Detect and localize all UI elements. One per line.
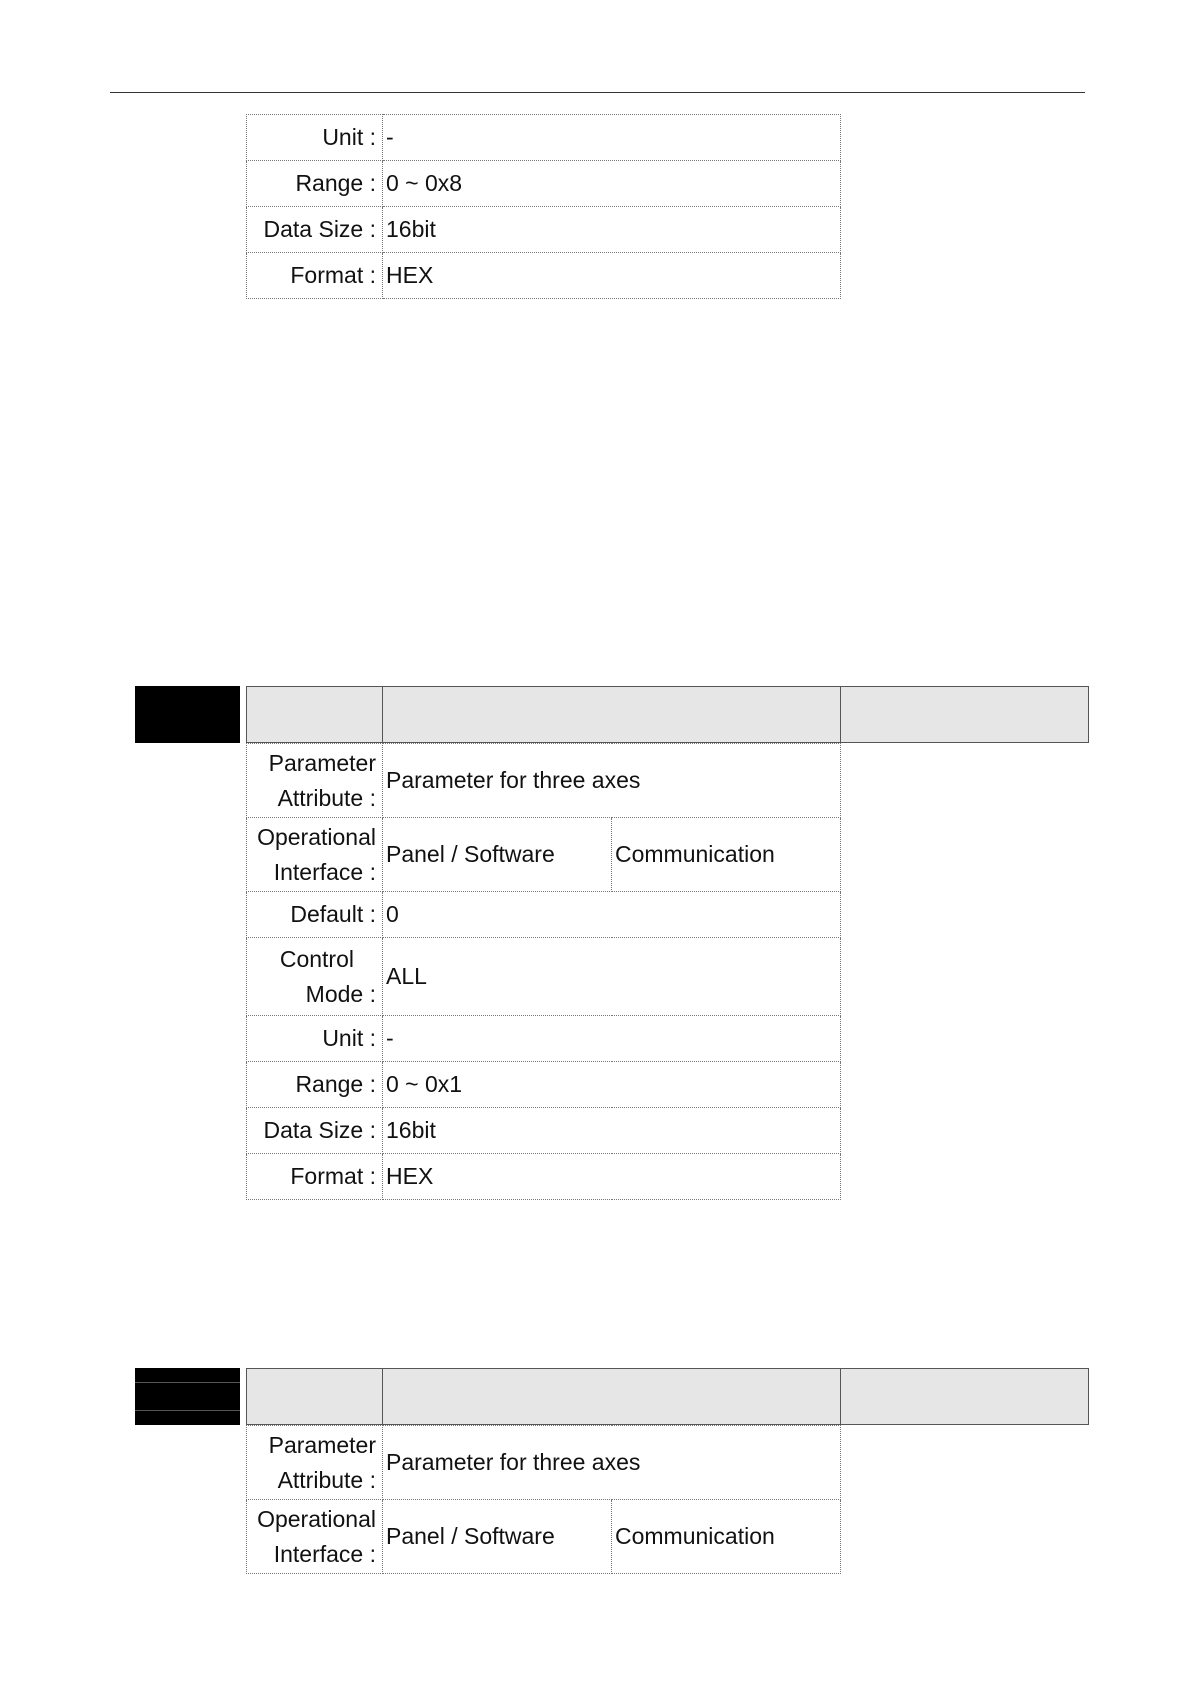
unit-label: Unit : [247, 115, 383, 161]
header-cell-1 [246, 686, 383, 743]
param-attribute-value: Parameter for three axes [383, 1426, 841, 1500]
format-row [247, 253, 841, 299]
control-mode-label [247, 938, 383, 1016]
range-row [247, 161, 841, 207]
unit-row [247, 1016, 841, 1062]
header-cell-3 [840, 1368, 1089, 1425]
control-mode-label-line1: Control [279, 945, 354, 972]
param-table-3 [246, 1425, 841, 1574]
param-attribute-row [247, 1426, 841, 1500]
param-table-1 [246, 114, 841, 299]
param-attribute-value: Parameter for three axes [383, 744, 841, 818]
param-attribute-label-line2: Attribute : [277, 1466, 376, 1493]
format-label: Format : [247, 1154, 383, 1200]
unit-value: - [383, 1016, 841, 1062]
code-box-stripe [135, 1382, 240, 1383]
default-row [247, 892, 841, 938]
interface-communication: Communication [612, 818, 841, 892]
range-row [247, 1062, 841, 1108]
default-value: 0 [383, 892, 841, 938]
operational-interface-label-line1: Operational [257, 1505, 376, 1532]
range-value: 0 ~ 0x1 [383, 1062, 841, 1108]
range-label: Range : [247, 1062, 383, 1108]
control-mode-value: ALL [383, 938, 841, 1016]
param-code-box [135, 1368, 240, 1425]
param-attribute-label-line1: Parameter [268, 749, 376, 776]
operational-interface-label [247, 1500, 383, 1574]
default-label: Default : [247, 892, 383, 938]
range-label: Range : [247, 161, 383, 207]
operational-interface-label-line2: Interface : [273, 858, 376, 885]
header-rule [110, 92, 1085, 93]
param-table-2 [246, 743, 841, 1200]
code-box-stripe [135, 1410, 240, 1411]
header-cell-2 [382, 1368, 841, 1425]
data-size-value: 16bit [383, 1108, 841, 1154]
param-attribute-row [247, 744, 841, 818]
header-cell-1 [246, 1368, 383, 1425]
data-size-label: Data Size : [247, 1108, 383, 1154]
interface-panel-software: Panel / Software [383, 1500, 612, 1574]
interface-panel-software: Panel / Software [383, 818, 612, 892]
data-size-value: 16bit [383, 207, 841, 253]
format-label: Format : [247, 253, 383, 299]
param-attribute-label [247, 1426, 383, 1500]
data-size-row [247, 1108, 841, 1154]
param-attribute-label-line1: Parameter [268, 1431, 376, 1458]
param-code-box [135, 686, 240, 743]
range-value: 0 ~ 0x8 [383, 161, 841, 207]
header-cell-2 [382, 686, 841, 743]
param-attribute-label-line2: Attribute : [277, 784, 376, 811]
unit-row [247, 115, 841, 161]
control-mode-row [247, 938, 841, 1016]
unit-value: - [383, 115, 841, 161]
operational-interface-label [247, 818, 383, 892]
interface-communication: Communication [612, 1500, 841, 1574]
format-value: HEX [383, 1154, 841, 1200]
header-cell-3 [840, 686, 1089, 743]
format-value: HEX [383, 253, 841, 299]
unit-label: Unit : [247, 1016, 383, 1062]
data-size-row [247, 207, 841, 253]
data-size-label: Data Size : [247, 207, 383, 253]
param-attribute-label [247, 744, 383, 818]
operational-interface-label-line2: Interface : [273, 1540, 376, 1567]
operational-interface-row [247, 818, 841, 892]
operational-interface-label-line1: Operational [257, 823, 376, 850]
format-row [247, 1154, 841, 1200]
operational-interface-row [247, 1500, 841, 1574]
control-mode-label-line2: Mode : [305, 980, 376, 1007]
